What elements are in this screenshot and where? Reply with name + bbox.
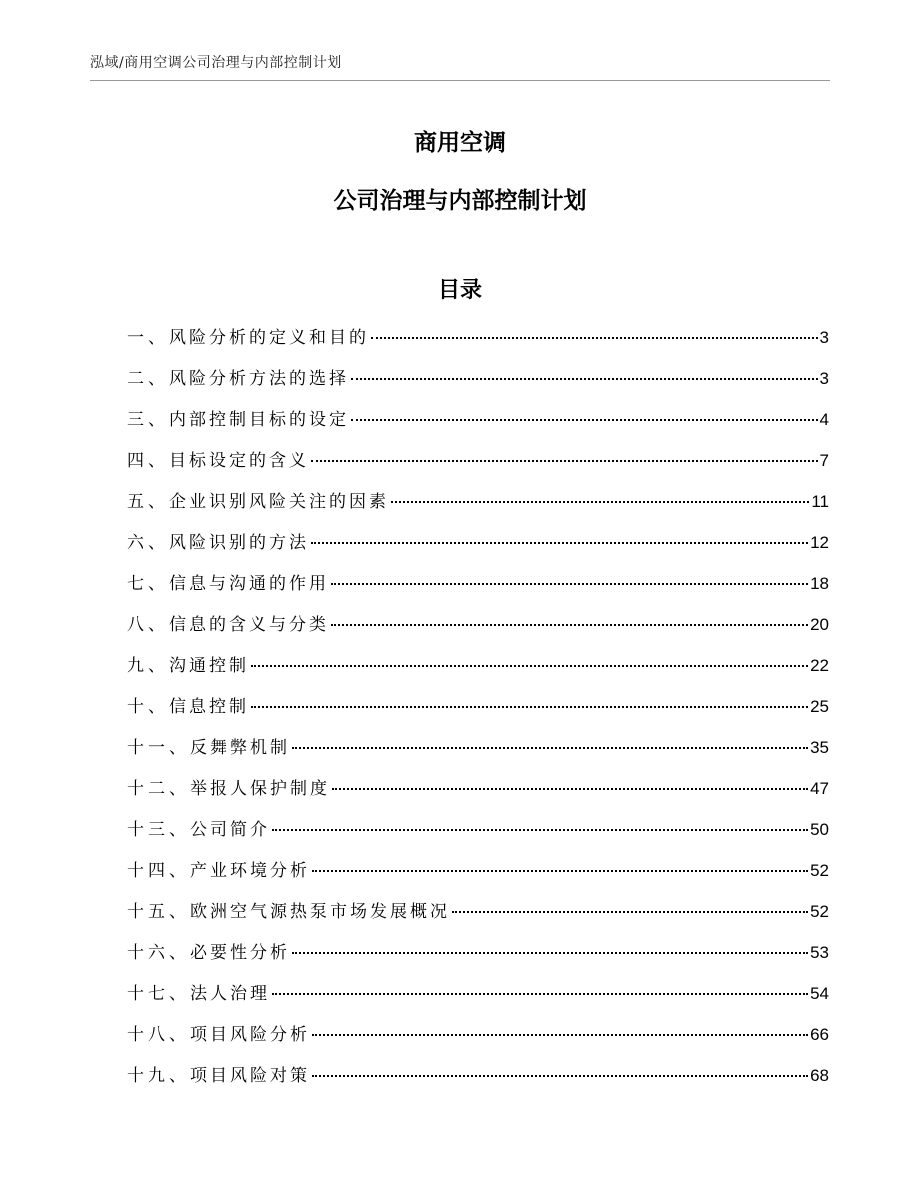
toc-entry-title: 反舞弊机制 [190, 738, 290, 758]
toc-heading: 目录 [437, 278, 482, 303]
toc-entry-number: 十四、 [127, 861, 190, 881]
toc-entry-number: 十三、 [127, 820, 190, 840]
toc-entry-title: 信息控制 [169, 697, 249, 717]
toc-entry-page: 68 [810, 1066, 829, 1085]
toc-entry-title: 风险分析方法的选择 [169, 369, 349, 389]
toc-entry-number: 九、 [127, 656, 169, 676]
toc-entry-number: 六、 [127, 533, 169, 553]
document-title-line-2: 公司治理与内部控制计划 [333, 188, 587, 214]
toc-dot-leader [331, 624, 808, 626]
toc-entry-page: 18 [810, 574, 829, 593]
toc-entry[interactable] [127, 528, 829, 569]
toc-entry-page: 54 [810, 984, 829, 1003]
toc-entry-number: 十九、 [127, 1066, 190, 1086]
toc-entry-page: 20 [810, 615, 829, 634]
toc-entry-title: 风险识别的方法 [169, 533, 309, 553]
toc-entry[interactable] [127, 815, 829, 856]
toc-entry-number: 八、 [127, 615, 169, 635]
toc-dot-leader [292, 747, 808, 749]
toc-dot-leader [371, 337, 818, 339]
toc-entry[interactable] [127, 856, 829, 897]
toc-entry-page: 22 [810, 656, 829, 675]
toc-entry[interactable] [127, 1061, 829, 1102]
toc-entry[interactable] [127, 323, 829, 364]
toc-entry-page: 50 [810, 820, 829, 839]
toc-entry-page: 35 [810, 738, 829, 757]
toc-entry[interactable] [127, 897, 829, 938]
toc-entry-page: 4 [819, 410, 829, 429]
toc-entry-title: 项目风险对策 [190, 1066, 310, 1086]
toc-entry-number: 十、 [127, 697, 169, 717]
toc-dot-leader [312, 1034, 808, 1036]
toc-entry-number: 十一、 [127, 738, 190, 758]
toc-entry-title: 公司简介 [190, 820, 270, 840]
toc-entry-page: 3 [819, 328, 829, 347]
toc-dot-leader [292, 952, 808, 954]
toc-dot-leader [351, 419, 818, 421]
toc-entry-number: 五、 [127, 492, 169, 512]
toc-entry-page: 47 [810, 779, 829, 798]
toc-dot-leader [251, 665, 808, 667]
toc-entry-page: 52 [810, 902, 829, 921]
toc-dot-leader [332, 788, 808, 790]
toc-entry[interactable] [127, 487, 829, 528]
toc-entry-number: 十二、 [127, 779, 190, 799]
header-divider [90, 80, 830, 81]
toc-entry-page: 11 [811, 492, 829, 511]
toc-entry-page: 25 [810, 697, 829, 716]
toc-entry[interactable] [127, 610, 829, 651]
toc-entry-number: 十七、 [127, 984, 190, 1004]
toc-entry-page: 53 [810, 943, 829, 962]
toc-entry-title: 欧洲空气源热泵市场发展概况 [190, 902, 450, 922]
document-title-line-1: 商用空调 [414, 130, 506, 156]
toc-entry-title: 信息与沟通的作用 [169, 574, 329, 594]
toc-entry-title: 企业识别风险关注的因素 [169, 492, 389, 512]
toc-entry-page: 7 [819, 451, 829, 470]
toc-entry[interactable] [127, 651, 829, 692]
toc-entry[interactable] [127, 446, 829, 487]
toc-dot-leader [251, 706, 808, 708]
toc-dot-leader [311, 542, 808, 544]
toc-entry-page: 66 [810, 1025, 829, 1044]
toc-entry-title: 沟通控制 [169, 656, 249, 676]
toc-entry-number: 二、 [127, 369, 169, 389]
toc-entry[interactable] [127, 405, 829, 446]
toc-entry-title: 举报人保护制度 [190, 779, 330, 799]
toc-entry-title: 项目风险分析 [190, 1025, 310, 1045]
toc-entry-number: 七、 [127, 574, 169, 594]
toc-entry-title: 风险分析的定义和目的 [169, 328, 369, 348]
table-of-contents [127, 323, 829, 1102]
toc-entry-title: 必要性分析 [190, 943, 290, 963]
toc-dot-leader [351, 378, 818, 380]
toc-entry-number: 三、 [127, 410, 169, 430]
toc-entry[interactable] [127, 774, 829, 815]
toc-entry[interactable] [127, 569, 829, 610]
toc-entry-number: 十八、 [127, 1025, 190, 1045]
toc-dot-leader [312, 870, 808, 872]
toc-dot-leader [331, 583, 808, 585]
toc-entry[interactable] [127, 979, 829, 1020]
toc-entry-title: 产业环境分析 [190, 861, 310, 881]
toc-entry-page: 12 [810, 533, 829, 552]
toc-entry[interactable] [127, 938, 829, 979]
toc-dot-leader [452, 911, 808, 913]
toc-entry[interactable] [127, 364, 829, 405]
toc-dot-leader [272, 829, 808, 831]
toc-entry-title: 内部控制目标的设定 [169, 410, 349, 430]
toc-dot-leader [312, 1075, 808, 1077]
toc-entry-number: 四、 [127, 451, 169, 471]
toc-dot-leader [311, 460, 818, 462]
toc-entry-number: 一、 [127, 328, 169, 348]
toc-entry[interactable] [127, 692, 829, 733]
toc-entry[interactable] [127, 733, 829, 774]
toc-entry-number: 十五、 [127, 902, 190, 922]
toc-entry-number: 十六、 [127, 943, 190, 963]
toc-entry-title: 目标设定的含义 [169, 451, 309, 471]
toc-entry-title: 信息的含义与分类 [169, 615, 329, 635]
toc-entry[interactable] [127, 1020, 829, 1061]
running-header: 泓域/商用空调公司治理与内部控制计划 [90, 55, 342, 71]
toc-dot-leader [272, 993, 808, 995]
toc-entry-page: 3 [819, 369, 829, 388]
toc-entry-title: 法人治理 [190, 984, 270, 1004]
toc-dot-leader [391, 501, 809, 503]
toc-entry-page: 52 [810, 861, 829, 880]
